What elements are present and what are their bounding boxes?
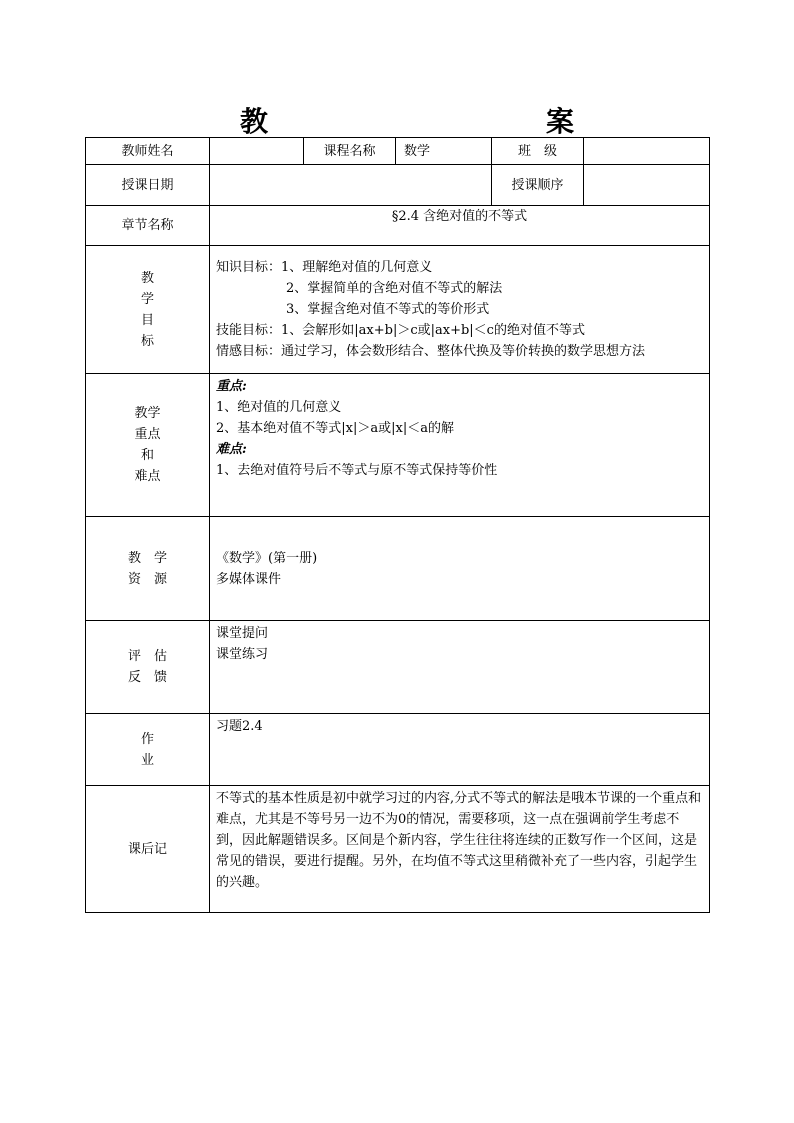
difficult-item: 1、去绝对值符号后不等式与原不等式保持等价性 [216,463,498,478]
objective-line: 技能目标：1、会解形如|ax+b|＞c或|ax+b|＜c的绝对值不等式 [216,323,585,338]
key-points-content [210,374,710,517]
class-label: 班 级 [492,138,584,165]
feedback-item: 课堂提问 [216,626,269,641]
objective-line: 2、掌握简单的含绝对值不等式的解法 [286,281,503,296]
chapter-label: 章节名称 [86,206,210,246]
key-points-label-char: 教学 [134,406,161,421]
lesson-date-value [210,165,492,206]
objective-line: 知识目标：1、理解绝对值的几何意义 [216,260,433,275]
notes-row [86,786,710,913]
key-points-label-char: 和 [140,448,154,463]
resources-label-line: 教 学 [127,550,167,566]
objectives-content [210,246,710,374]
resources-label-line: 资 源 [127,571,167,587]
objectives-label-char: 标 [140,333,154,349]
lesson-order-value [584,165,710,206]
key-points-row [86,374,710,517]
objectives-label [86,246,210,374]
class-value [584,138,710,165]
homework-row [86,714,710,786]
chapter-row [86,206,710,246]
teacher-name-label: 教师姓名 [86,138,210,165]
resource-item: 《数学》(第一册) [216,550,318,566]
teacher-name-value [210,138,304,165]
objective-line: 情感目标：通过学习，体会数形结合、整体代换及等价转换的数学思想方法 [216,344,646,359]
resources-content [210,517,710,621]
feedback-content [210,621,710,714]
objectives-label-char: 教 [140,270,154,286]
homework-item: 习题2.4 [216,719,263,734]
homework-label-char: 业 [140,752,154,768]
difficult-heading: 难点: [216,442,247,457]
feedback-label-line: 反 馈 [127,670,167,685]
resources-label [86,517,210,621]
header-row-2 [86,165,710,206]
key-heading: 重点: [216,379,247,394]
feedback-row [86,621,710,714]
key-points-label-char: 重点 [134,427,161,442]
header-row-1 [86,138,710,165]
lesson-plan-table [85,137,710,913]
notes-label: 课后记 [86,786,210,913]
homework-label [86,714,210,786]
lesson-order-label: 授课顺序 [492,165,584,206]
key-item: 2、基本绝对值不等式|x|＞a或|x|＜a的解 [216,421,454,436]
objectives-row [86,246,710,374]
feedback-item: 课堂练习 [216,647,269,662]
key-points-label [86,374,210,517]
doc-title-left: 教 [240,105,269,138]
objectives-label-char: 学 [140,291,154,307]
notes-content: 不等式的基本性质是初中就学习过的内容,分式不等式的解法是哦本节课的一个重点和难点，尤其是不等号另一边不为0的情况，需要移项，这一点在强调前学生考虑不到，因此解题错误多。区间是个新内容，学生往往将连续的正数写作一个区间，这是常见的错误，要进行提醒。另外，在均值不等式这里稍微补充了一些内容，引起学生的兴趣。 [210,786,710,913]
homework-label-char: 作 [140,731,154,747]
course-name-label: 课程名称 [304,138,396,165]
homework-content [210,714,710,786]
resources-row [86,517,710,621]
key-points-label-char: 难点 [134,469,161,484]
feedback-label-line: 评 估 [127,649,167,664]
resource-item: 多媒体课件 [216,571,282,587]
feedback-label [86,621,210,714]
doc-title-right: 案 [546,105,575,138]
course-name-value: 数学 [396,138,492,165]
lesson-date-label: 授课日期 [86,165,210,206]
key-item: 1、绝对值的几何意义 [216,400,342,415]
objectives-label-char: 目 [140,312,154,328]
objective-line: 3、掌握含绝对值不等式的等价形式 [286,302,490,317]
chapter-value: §2.4 含绝对值的不等式 [210,206,710,246]
